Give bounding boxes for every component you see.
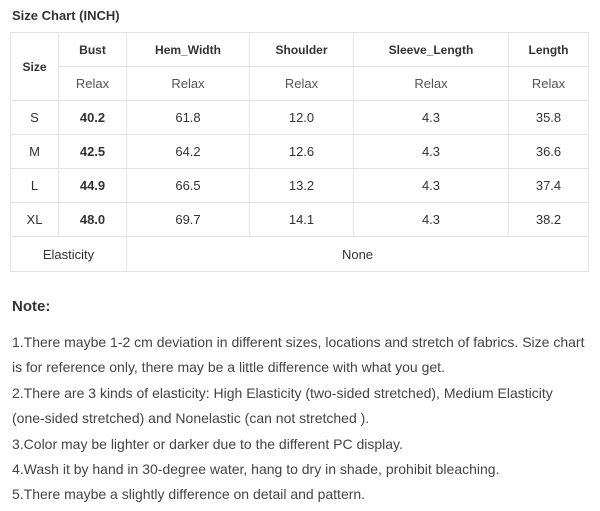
column-header-bust: Bust <box>59 33 127 67</box>
elasticity-label: Elasticity <box>11 237 127 272</box>
table-subheader-row <box>11 67 589 101</box>
notes-list <box>12 330 588 508</box>
fit-label-sleeve-length: Relax <box>354 67 509 101</box>
elasticity-row <box>11 237 589 272</box>
value-cell-shoulder: 14.1 <box>250 203 354 237</box>
value-cell-bust: 40.2 <box>59 101 127 135</box>
size-cell: M <box>11 135 59 169</box>
value-cell-bust: 44.9 <box>59 169 127 203</box>
note-item: 4.Wash it by hand in 30-degree water, hang to dry in shade, prohibit bleaching. <box>12 461 500 478</box>
table-row <box>11 203 589 237</box>
table-header-row <box>11 33 589 67</box>
value-cell-length: 38.2 <box>509 203 589 237</box>
value-cell-sleeve-length: 4.3 <box>354 101 509 135</box>
fit-label-shoulder: Relax <box>250 67 354 101</box>
value-cell-hem-width: 64.2 <box>127 135 250 169</box>
note-item: 1.There maybe 1-2 cm deviation in different sizes, locations and stretch of fabrics. Size chart is for reference only, there may be a little difference with what you get. <box>12 334 585 376</box>
size-chart-title: Size Chart (INCH) <box>12 8 120 23</box>
note-item: 3.Color may be lighter or darker due to the different PC display. <box>12 435 403 452</box>
value-cell-hem-width: 69.7 <box>127 203 250 237</box>
value-cell-hem-width: 61.8 <box>127 101 250 135</box>
size-column-header: Size <box>11 33 59 101</box>
fit-label-hem-width: Relax <box>127 67 250 101</box>
note-item: 5.There maybe a slightly difference on detail and pattern. <box>12 486 366 503</box>
value-cell-bust: 42.5 <box>59 135 127 169</box>
value-cell-sleeve-length: 4.3 <box>354 203 509 237</box>
size-cell: S <box>11 101 59 135</box>
column-header-shoulder: Shoulder <box>250 33 354 67</box>
fit-label-bust: Relax <box>59 67 127 101</box>
column-header-length: Length <box>509 33 589 67</box>
size-cell: L <box>11 169 59 203</box>
value-cell-hem-width: 66.5 <box>127 169 250 203</box>
value-cell-sleeve-length: 4.3 <box>354 135 509 169</box>
size-chart-table <box>10 32 589 272</box>
value-cell-length: 35.8 <box>509 101 589 135</box>
table-row <box>11 135 589 169</box>
fit-label-length: Relax <box>509 67 589 101</box>
column-header-sleeve-length: Sleeve_Length <box>354 33 509 67</box>
value-cell-length: 37.4 <box>509 169 589 203</box>
value-cell-bust: 48.0 <box>59 203 127 237</box>
value-cell-shoulder: 12.6 <box>250 135 354 169</box>
note-title: Note: <box>12 298 51 315</box>
value-cell-shoulder: 12.0 <box>250 101 354 135</box>
value-cell-length: 36.6 <box>509 135 589 169</box>
table-row <box>11 169 589 203</box>
size-cell: XL <box>11 203 59 237</box>
table-row <box>11 101 589 135</box>
value-cell-shoulder: 13.2 <box>250 169 354 203</box>
value-cell-sleeve-length: 4.3 <box>354 169 509 203</box>
note-item: 2.There are 3 kinds of elasticity: High Elasticity (two-sided stretched), Medium Elasticity (one-sided stretched) and Nonelastic (can not stretched ). <box>12 384 553 427</box>
elasticity-value: None <box>127 237 589 272</box>
column-header-hem-width: Hem_Width <box>127 33 250 67</box>
